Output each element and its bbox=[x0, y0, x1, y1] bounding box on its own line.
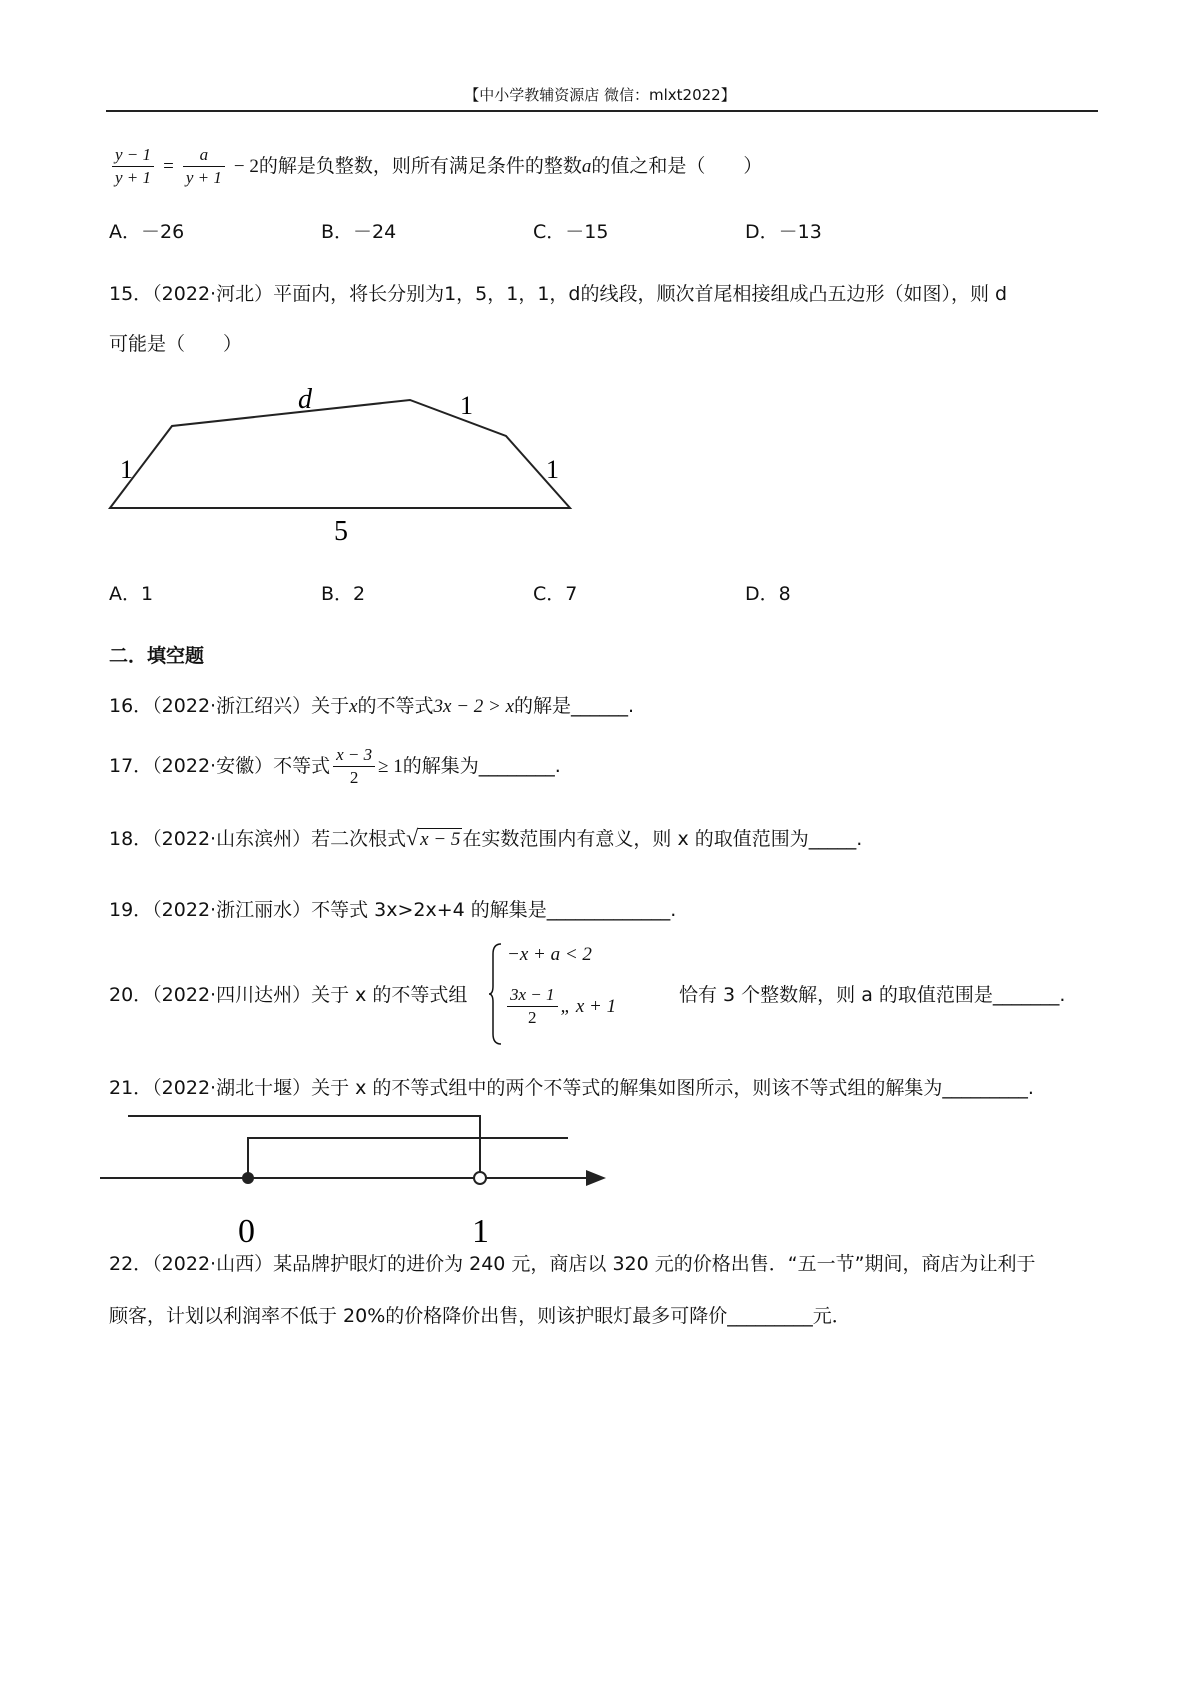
q22-line1: 22．（2022·山西）某品牌护眼灯的进价为 240 元，商店以 320 元的价格出售．“五一节”期间，商店为让利于 bbox=[109, 1253, 1036, 1275]
q19-line: 19．（2022·浙江丽水）不等式 3x>2x+4 的解集是_____________. bbox=[109, 899, 677, 921]
header-rule bbox=[106, 110, 1098, 112]
q15-option-c[interactable]: C．7 bbox=[533, 583, 578, 605]
q15-pentagon-figure bbox=[100, 378, 580, 558]
q18-pre: 18．（2022·山东滨州）若二次根式 bbox=[109, 828, 407, 850]
q22-line2: 顾客，计划以利润率不低于 20%的价格降价出售，则该护眼灯最多可降价_________元． bbox=[109, 1305, 851, 1327]
q14-var-a: a bbox=[581, 156, 592, 177]
axis-label-1: 1 bbox=[472, 1213, 489, 1250]
q15-line1: 15．（2022·河北）平面内，将长分别为1，5，1，1，d的线段，顺次首尾相接组成凸五边形（如图），则 d bbox=[109, 283, 1008, 305]
pentagon-shape bbox=[110, 400, 570, 508]
q17-line bbox=[109, 740, 1099, 793]
q15-line2: 可能是（ ） bbox=[109, 333, 243, 355]
q14-fraction-right: $\frac{a}{y + 1}$ bbox=[183, 144, 225, 189]
q14-option-b[interactable]: B．－24 bbox=[321, 221, 397, 243]
q15-options bbox=[109, 568, 1099, 620]
solution-set-lower bbox=[248, 1138, 568, 1178]
q16-post: 的解是______. bbox=[514, 695, 635, 717]
q17-relation: ≥ 1 bbox=[378, 756, 403, 777]
point-one-open bbox=[474, 1172, 486, 1184]
axis-label-0: 0 bbox=[238, 1213, 255, 1250]
q14-text: 的解是负整数，则所有满足条件的整数 bbox=[258, 155, 582, 177]
q21-line: 21．（2022·湖北十堰）关于 x 的不等式组中的两个不等式的解集如图所示，则该不等式组的解集为_________. bbox=[109, 1077, 1034, 1099]
q14-text2: 的值之和是（ ） bbox=[591, 155, 763, 177]
axis-arrow bbox=[586, 1170, 606, 1186]
q14-option-a[interactable]: A．－26 bbox=[109, 221, 185, 243]
q14-options bbox=[109, 206, 1099, 258]
section-title: 二．填空题 bbox=[109, 645, 205, 667]
point-zero-closed bbox=[242, 1172, 254, 1184]
q16-expr: 3x − 2 > x bbox=[433, 696, 515, 717]
q20-ineq1: −x + a < 2 bbox=[507, 944, 592, 965]
label-upper-right: 1 bbox=[460, 391, 473, 420]
q16-mid: 的不等式 bbox=[357, 695, 434, 717]
q20-post: 恰有 3 个整数解，则 a 的取值范围是_______. bbox=[679, 984, 1066, 1006]
label-bottom: 5 bbox=[334, 516, 348, 547]
q15-option-b[interactable]: B．2 bbox=[321, 583, 366, 605]
q14-equation-line: $\frac{y - 1}{y + 1}$ = $\frac{a}{y + 1}$ − 2的解是负整数，则所有满足条件的整数a的值之和是（ ） bbox=[109, 140, 1099, 193]
q20-ineq2: $\frac{3x - 1}{2}$ „ x + 1 bbox=[507, 984, 616, 1029]
q16-var: x bbox=[349, 696, 358, 717]
q18-radicand: x − 5 bbox=[420, 829, 461, 850]
q20-line bbox=[109, 940, 1099, 1048]
label-left: 1 bbox=[120, 455, 133, 484]
q16-line bbox=[109, 680, 1099, 733]
q15-option-a[interactable]: A．1 bbox=[109, 583, 154, 605]
q14-fraction-left: $\frac{y - 1}{y + 1}$ bbox=[112, 144, 154, 189]
q17-fraction: $\frac{x - 3}{2}$ bbox=[333, 744, 375, 789]
q20-brace bbox=[489, 940, 503, 1048]
q20-pre: 20．（2022·四川达州）关于 x 的不等式组 bbox=[109, 984, 468, 1006]
label-d: d bbox=[298, 384, 312, 415]
q17-post: 的解集为________. bbox=[402, 755, 561, 777]
q15-option-d[interactable]: D．8 bbox=[745, 583, 791, 605]
q14-option-d[interactable]: D．－13 bbox=[745, 221, 822, 243]
solution-set-upper bbox=[128, 1116, 480, 1178]
label-right: 1 bbox=[546, 455, 559, 484]
q18-post: 在实数范围内有意义，则 x 的取值范围为_____. bbox=[462, 828, 863, 850]
page-header: 【中小学教辅资源店 微信：mlxt2022】 bbox=[464, 86, 736, 104]
q18-line: 18．（2022·山东滨州）若二次根式√ x − 5 在实数范围内有意义，则 x 的取值范围为_____. bbox=[109, 825, 863, 850]
q17-pre: 17．（2022·安徽）不等式 bbox=[109, 755, 331, 777]
q14-option-c[interactable]: C．－15 bbox=[533, 221, 609, 243]
q16-pre: 16．（2022·浙江绍兴）关于 bbox=[109, 695, 350, 717]
